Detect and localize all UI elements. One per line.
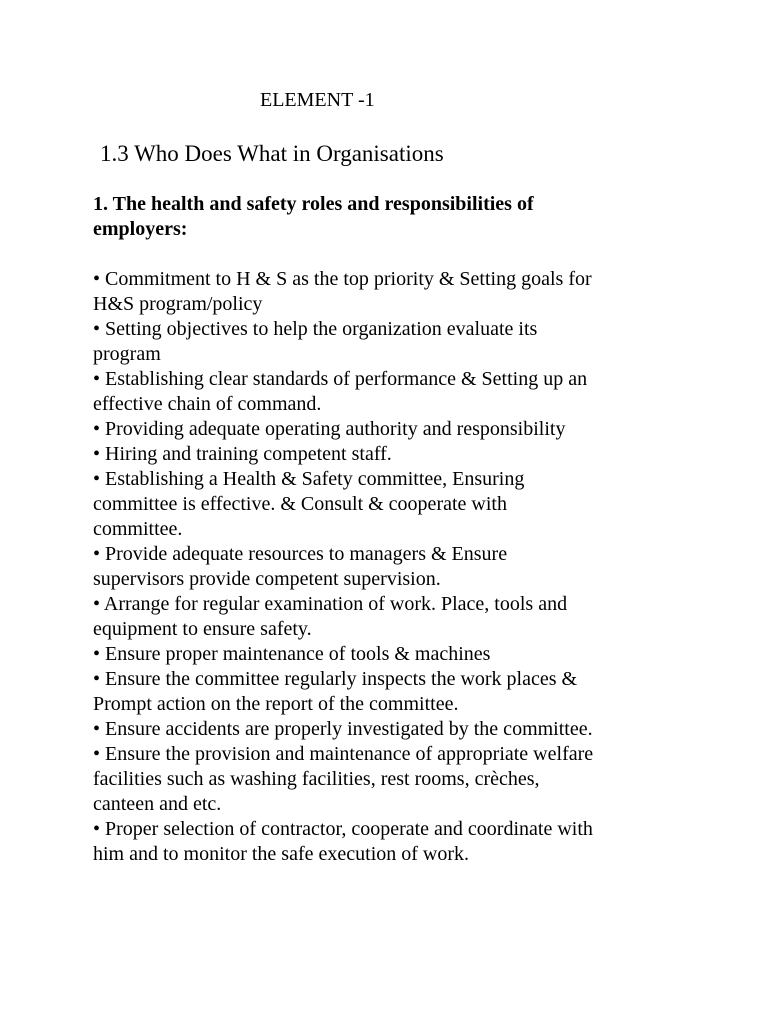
list-item-line: • Ensure the committee regularly inspects the work places & [93,668,578,690]
list-item-line: supervisors provide competent supervision. [93,568,441,590]
list-item-line: • Ensure accidents are properly investigated by the committee. [93,718,593,740]
list-item-line: • Provide adequate resources to managers & Ensure [93,543,508,565]
list-item-line: • Hiring and training competent staff. [93,443,392,465]
list-item-line: • Ensure proper maintenance of tools & machines [93,643,491,665]
list-item [93,667,693,717]
list-item [93,717,693,742]
responsibilities-list [93,267,693,867]
list-item [93,467,693,542]
list-item-line: Prompt action on the report of the committee. [93,693,459,715]
list-item-line: • Providing adequate operating authority and responsibility [93,418,566,440]
list-item-line: canteen and etc. [93,793,222,815]
list-item-line: • Commitment to H & S as the top priority & Setting goals for [93,268,592,290]
list-item-line: • Ensure the provision and maintenance of appropriate welfare [93,743,594,765]
list-item-line: program [93,343,161,365]
list-item-line: • Setting objectives to help the organization evaluate its [93,318,538,340]
list-item [93,742,693,817]
sub-heading [93,192,693,242]
list-item-line: • Establishing a Health & Safety committee, Ensuring [93,468,525,490]
section-heading: 1.3 Who Does What in Organisations [100,141,444,166]
element-title: ELEMENT -1 [260,89,375,111]
list-item [93,417,693,442]
list-item [93,817,693,867]
list-item [93,642,693,667]
sub-heading-line: employers: [93,218,188,240]
document-body [93,192,693,867]
list-item [93,442,693,467]
list-item-line: facilities such as washing facilities, rest rooms, crèches, [93,768,540,790]
list-item-line: • Establishing clear standards of performance & Setting up an [93,368,588,390]
list-item-line: him and to monitor the safe execution of work. [93,843,470,865]
list-item [93,267,693,317]
list-item-line: effective chain of command. [93,393,322,415]
paragraph-spacer [93,242,693,267]
list-item [93,317,693,367]
list-item-line: • Proper selection of contractor, cooperate and coordinate with [93,818,593,840]
list-item-line: equipment to ensure safety. [93,618,312,640]
list-item [93,592,693,642]
list-item [93,542,693,592]
list-item [93,367,693,417]
sub-heading-line: 1. The health and safety roles and responsibilities of [93,193,534,215]
list-item-line: committee. [93,518,183,540]
list-item-line: H&S program/policy [93,293,263,315]
list-item-line: • Arrange for regular examination of work. Place, tools and [93,593,568,615]
list-item-line: committee is effective. & Consult & cooperate with [93,493,507,515]
